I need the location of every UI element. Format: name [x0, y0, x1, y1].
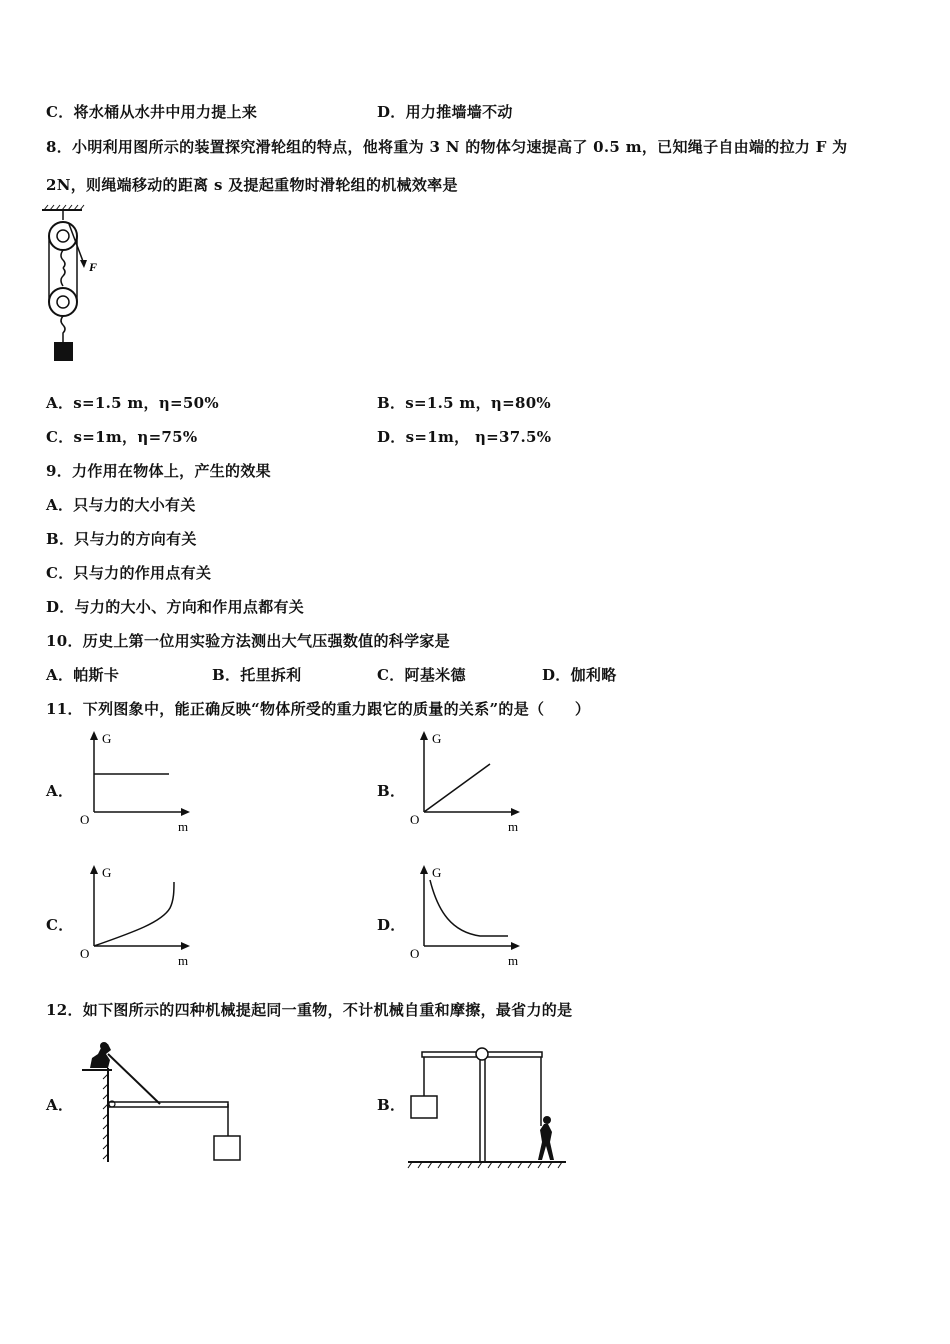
- weight-block: [54, 342, 73, 361]
- q12-stem: 12．如下图所示的四种机械提起同一重物，不计机械自重和摩擦，最省力的是: [46, 1001, 573, 1019]
- q9-option-b: B．只与力的方向有关: [46, 530, 197, 548]
- graph-d-y-label: G: [432, 865, 442, 880]
- pulley-system-figure: [36, 200, 116, 365]
- q8-option-b: B．s=1.5 m，η=80%: [377, 394, 551, 412]
- load-box-b: [411, 1096, 437, 1118]
- graph-d: [404, 862, 524, 970]
- wall-lever-figure: [78, 1038, 258, 1168]
- graph-a: [74, 728, 194, 836]
- load-box: [214, 1136, 240, 1160]
- q9-option-d: D．与力的大小、方向和作用点都有关: [46, 598, 305, 616]
- q10-option-a: A．帕斯卡: [46, 666, 120, 684]
- graph-b-origin: O: [410, 812, 420, 827]
- graph-a-origin: O: [80, 812, 90, 827]
- q8-stem-line1: 8．小明利用图所示的装置探究滑轮组的特点，他将重为 3 N 的物体匀速提高了 0.5 m，已知绳子自由端的拉力 F 为: [46, 138, 848, 156]
- graph-c-origin: O: [80, 946, 90, 961]
- q11-option-d: D．: [377, 916, 406, 934]
- q8-option-c: C．s=1m，η=75%: [46, 428, 198, 446]
- q8-option-a: A．s=1.5 m，η=50%: [46, 394, 219, 412]
- q10-stem: 10．历史上第一位用实验方法测出大气压强数值的科学家是: [46, 632, 450, 650]
- person-pulling: [538, 1124, 554, 1160]
- q10-option-d: D．伽利略: [542, 666, 617, 684]
- graph-b-x-label: m: [508, 819, 519, 834]
- q11-option-c: C．: [46, 916, 74, 934]
- force-label: F: [89, 260, 98, 274]
- q8-option-d: D．s=1m， η=37.5%: [377, 428, 552, 446]
- q10-option-b: B．托里拆利: [212, 666, 302, 684]
- q9-stem: 9．力作用在物体上，产生的效果: [46, 462, 271, 480]
- graph-c-curve: [94, 882, 174, 946]
- graph-d-origin: O: [410, 946, 420, 961]
- crane-figure: [404, 1038, 574, 1170]
- graph-c-y-label: G: [102, 865, 112, 880]
- q9-option-c: C．只与力的作用点有关: [46, 564, 212, 582]
- q11-stem: 11．下列图象中，能正确反映“物体所受的重力跟它的质量的关系”的是（ ）: [46, 700, 591, 718]
- q7-option-c: C．将水桶从水井中用力提上来: [46, 103, 258, 121]
- pivot: [476, 1048, 488, 1060]
- graph-a-y-label: G: [102, 731, 112, 746]
- q12-option-a: A．: [46, 1096, 74, 1114]
- movable-pulley: [49, 288, 77, 316]
- graph-c: [74, 862, 194, 970]
- graph-d-x-label: m: [508, 953, 519, 968]
- q9-option-a: A．只与力的大小有关: [46, 496, 196, 514]
- q7-option-d: D．用力推墙墙不动: [377, 103, 513, 121]
- q11-option-a: A．: [46, 782, 74, 800]
- q11-option-b: B．: [377, 782, 406, 800]
- q12-option-b: B．: [377, 1096, 406, 1114]
- graph-a-x-label: m: [178, 819, 189, 834]
- graph-d-curve: [430, 880, 508, 936]
- graph-c-x-label: m: [178, 953, 189, 968]
- graph-b-y-label: G: [432, 731, 442, 746]
- q10-option-c: C．阿基米德: [377, 666, 466, 684]
- graph-b-curve: [424, 764, 490, 812]
- graph-b: [404, 728, 524, 836]
- q8-stem-line2: 2N，则绳端移动的距离 s 及提起重物时滑轮组的机械效率是: [46, 176, 458, 194]
